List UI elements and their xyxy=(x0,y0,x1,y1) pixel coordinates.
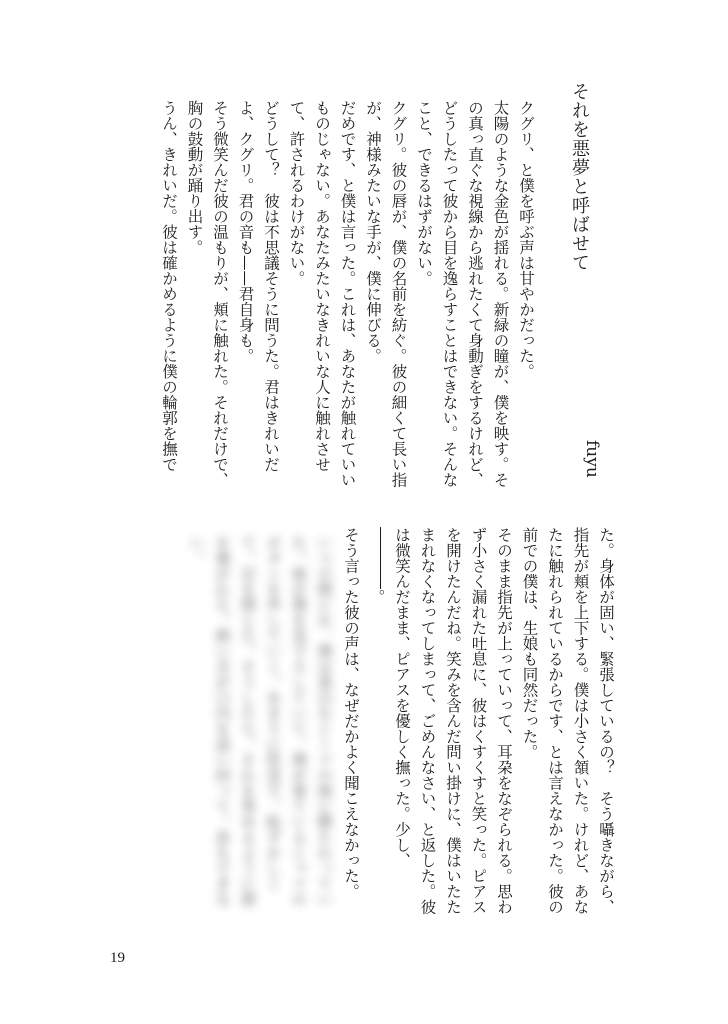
author-name: fuyu xyxy=(582,440,602,478)
paragraph: どうして？ 彼は不思議そうに問うた。君はきれいだよ、クグリ。君の音も——君自身も。 xyxy=(236,100,280,472)
paragraph: だめです、と僕は言った。これは、あなたが触れていいものじゃない。あなたみたいなきれいな人に触れさせて、許されるわけがない。 xyxy=(287,100,357,488)
paragraph: クグリ、と僕を呼ぶ声は甘やかだった。 xyxy=(517,100,535,379)
paragraph: そう微笑んだ彼の温もりが、頬に触れた。それだけで、胸の鼓動が踊り出す。 xyxy=(185,100,229,488)
paragraph xyxy=(363,527,516,919)
page-number: 19 xyxy=(110,950,125,966)
paragraph: クグリ。彼の唇が、僕の名前を紡ぐ。彼の細くて長い指が、神様みたいな手が、僕に伸びる。 xyxy=(364,100,408,488)
paragraph: うん、きれいだ。彼は確かめるように僕の輪郭を撫で xyxy=(160,100,178,472)
paragraph: た。身体が固い、緊張しているの？ そう囁きながら、指先が頬を上下する。僕は小さく頷いた。けれど、あなたに触れられているからです、とは言えなかった。彼の前での僕は、生娘も同然だった。 xyxy=(520,527,615,915)
paragraph: 太陽のような金色が揺れる。新緑の瞳が、僕を映す。その真っ直ぐな視線から逃れたくて身動ぎをするけれど、どうしたって彼から目を逸らすことはできない。そんなこと、できるはずがない。 xyxy=(415,100,510,488)
paragraph: そう言った彼の声は、なぜだかよく聞こえなかった。 xyxy=(342,527,360,899)
paragraph-text: 。 xyxy=(367,589,386,605)
dash-rule xyxy=(380,527,381,589)
story-title: それを悪夢と呼ばせて xyxy=(569,82,590,272)
upper-text-block xyxy=(118,100,538,492)
blurred-text-block: いつの間にか、僕は真白なシーツの海に横たわっていた。彼が僕を見下ろしていて、僕が着ているシャツのボタンを外していく。あまりに性急で、恥ずかしくて、目を閉じた。そうしたら、それを咎めるように唇を塞がれた。熱い舌が口内を這い回って、息もできない。 xyxy=(187,535,333,907)
paragraph-text: そのまま指先が上っていって、耳朶をなぞられる。思わず小さく漏れた吐息に、彼はくすくすと笑った。ピアスを開けたんだね。笑みを含んだ問い掛けに、僕はいたたまれなくなってしまって、ごめんなさい、と返した。彼は微笑んだまま、ピアスを優しく撫った。少し、 xyxy=(393,527,513,915)
lower-text-block xyxy=(342,527,618,919)
